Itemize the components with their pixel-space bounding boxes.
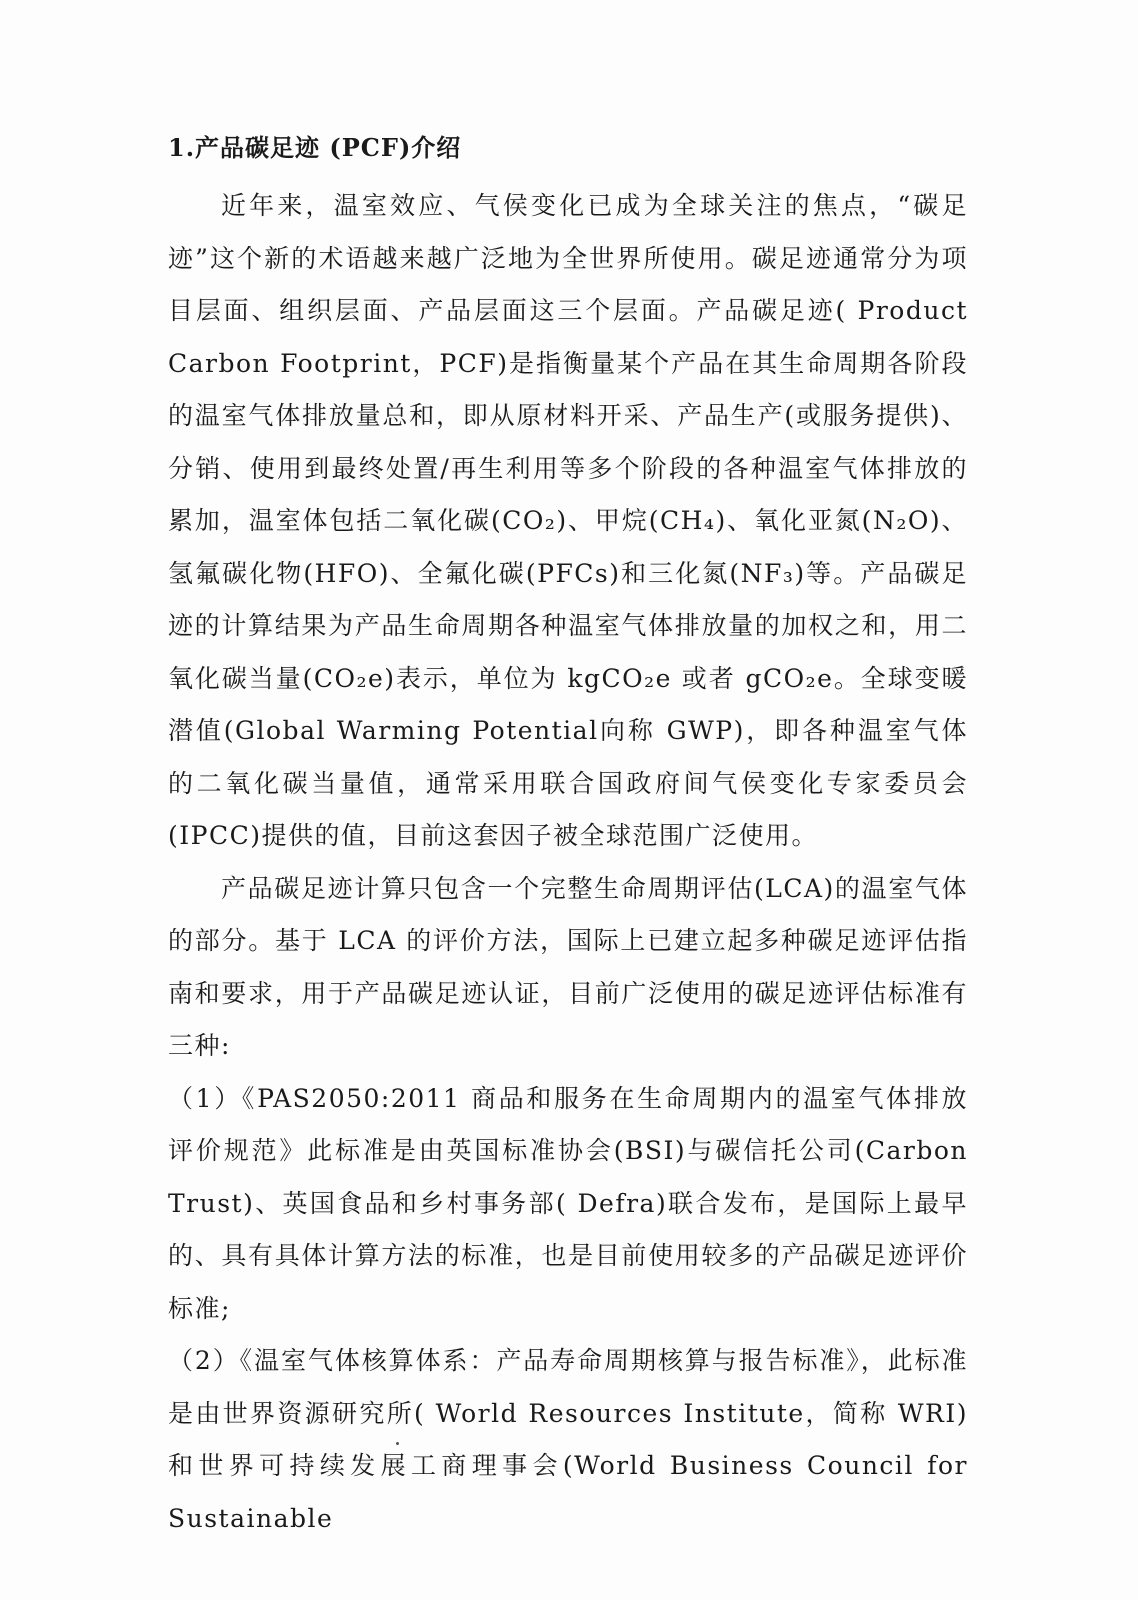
paragraph-intro: 近年来，温室效应、气侯变化已成为全球关注的焦点，“碳足迹”这个新的术语越来越广泛地为全世界所使用。碳足迹通常分为项目层面、组织层面、产品层面这三个层面。产品碳足迹( Product Carbon Footprint，PCF)是指衡量某个产品在其生命周期各阶段的温室气体排放量总和，即从原材料开采、产品生产(或服务提供)、分销、使用到最终处置/再生利用等多个阶段的各种温室气体排放的累加，温室体包括二氧化碳(CO₂)、甲烷(CH₄)、氧化亚氮(N₂O)、氢氟碳化物(HFO)、全氟化碳(PFCs)和三化氮(NF₃)等。产品碳足迹的计算结果为产品生命周期各种温室气体排放量的加权之和，用二氧化碳当量(CO₂e)表示，单位为 kgCO₂e 或者 gCO₂e。全球变暖潜值(Global Warming Potential向称 GWP)，即各种温室气体的二氧化碳当量值，通常采用联合国政府间气侯变化专家委员会(IPCC)提供的值，目前这套因子被全球范围广泛使用。 — [168, 191, 968, 850]
list-item-ghg-protocol: （2）《温室气体核算体系：产品寿命周期核算与报告标准》，此标准是由世界资源研究所( World Resources Institute，简称 WRI)和世界可持续发展工商理事会(World Business Council for Sustainable — [168, 1346, 968, 1533]
paragraph-lca: 产品碳足迹计算只包含一个完整生命周期评估(LCA)的温室气体的部分。基于 LCA 的评价方法，国际上已建立起多种碳足迹评估指南和要求，用于产品碳足迹认证，目前广泛使用的碳足迹评估标准有三种: — [168, 873, 968, 1060]
document-body — [168, 128, 968, 1545]
list-item-pas2050: （1）《PAS2050:2011 商品和服务在生命周期内的温室气体排放评价规范》此标准是由英国标准协会(BSI)与碳信托公司(Carbon Trust)、英国食品和乡村事务部( Defra)联合发布，是国际上最早的、具有具体计算方法的标准，也是目前使用较多的产品碳足迹评价标准; — [168, 1083, 968, 1323]
section-heading: 1.产品碳足迹 (PCF)介绍 — [168, 133, 462, 162]
scan-speck — [396, 1442, 399, 1445]
